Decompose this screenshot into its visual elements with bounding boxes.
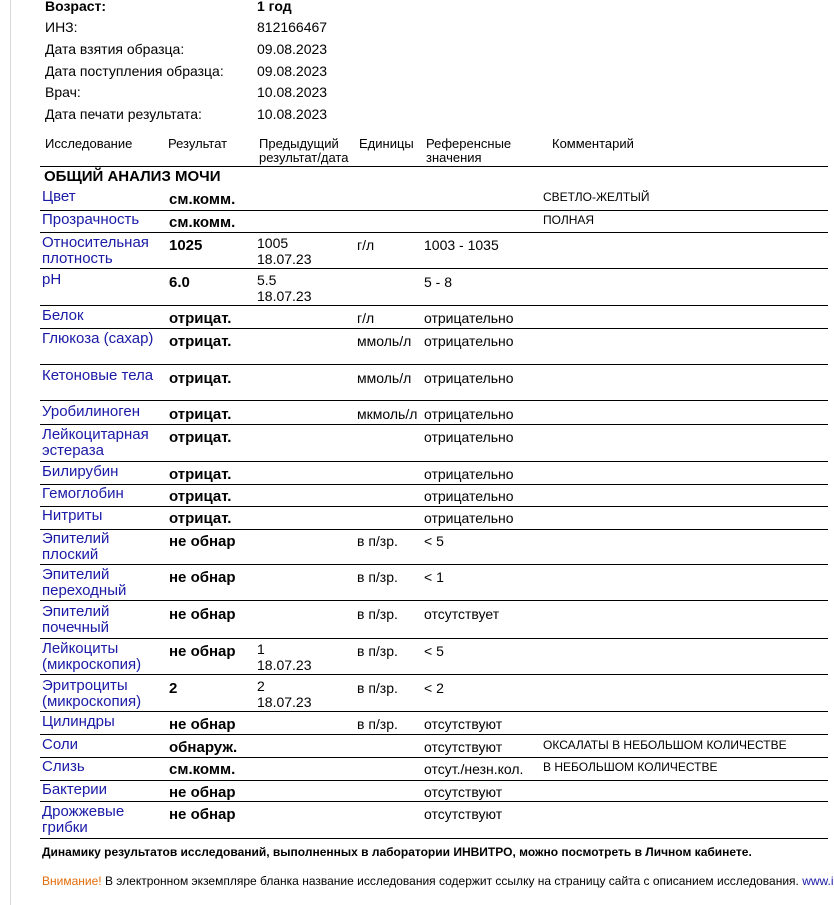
result-value: не обнар [169, 533, 236, 550]
reference-value: отсут./незн.кол. [424, 761, 524, 777]
reference-value: 5 - 8 [424, 274, 453, 290]
units-value: г/л [357, 237, 375, 253]
row-divider [40, 734, 828, 735]
reference-value: < 1 [424, 569, 444, 585]
print-date-label: Дата печати результата: [45, 106, 202, 122]
study-name-link[interactable]: Дрожжевые грибки [42, 803, 125, 836]
reference-value: отрицательно [424, 510, 514, 526]
study-name-link[interactable]: Эпителий плоский [42, 530, 110, 563]
row-divider [40, 506, 828, 507]
study-name-link[interactable]: pH [42, 271, 62, 288]
units-value: в п/зр. [357, 716, 398, 732]
reference-value: отрицательно [424, 466, 514, 482]
inz-label: ИНЗ: [45, 19, 78, 35]
units-value: ммоль/л [357, 370, 412, 386]
inz-value: 812166467 [257, 19, 328, 35]
reference-value: отсутствует [424, 606, 500, 622]
reference-value: отсутствуют [424, 739, 503, 755]
header-reference [426, 137, 511, 165]
previous-result-date: 18.07.23 [257, 251, 312, 267]
result-value: см.комм. [169, 214, 236, 231]
previous-result-date: 18.07.23 [257, 694, 312, 710]
previous-result: 1005 [257, 235, 289, 251]
row-divider [40, 484, 828, 485]
study-name-link[interactable]: Уробилиноген [42, 403, 141, 420]
row-divider [40, 424, 828, 425]
warning-text: В электронном экземпляре бланка название исследования содержит ссылку на страницу сайта с описанием исследования. [101, 874, 799, 888]
row-divider [40, 461, 828, 462]
result-value: не обнар [169, 606, 236, 623]
reference-value: отсутствуют [424, 716, 503, 732]
result-value: отрицат. [169, 333, 232, 350]
units-value: ммоль/л [357, 333, 412, 349]
reference-value: < 5 [424, 533, 444, 549]
study-name-link[interactable]: Слизь [42, 758, 85, 775]
units-value: в п/зр. [357, 643, 398, 659]
header-study: Исследование [45, 136, 133, 151]
result-value: 1025 [169, 237, 203, 254]
study-name-link[interactable]: Бактерии [42, 781, 108, 798]
row-divider [40, 780, 828, 781]
study-name-link[interactable]: Относительная плотность [42, 234, 149, 267]
row-divider [40, 564, 828, 565]
study-name-link[interactable]: Цилиндры [42, 713, 115, 730]
result-value: не обнар [169, 806, 236, 823]
study-name-link[interactable]: Прозрачность [42, 211, 140, 228]
dynamics-note: Динамику результатов исследований, выполненных в лаборатории ИНВИТРО, можно посмотреть в Личном кабинете. [42, 845, 752, 859]
site-link[interactable]: www.i [798, 874, 834, 888]
row-divider [40, 305, 828, 306]
study-name-link[interactable]: Лейкоциты (микроскопия) [42, 640, 142, 673]
units-value: в п/зр. [357, 533, 398, 549]
row-divider [40, 529, 828, 530]
study-name-link[interactable]: Билирубин [42, 463, 119, 480]
units-value: в п/зр. [357, 680, 398, 696]
comment-value: СВЕТЛО-ЖЕЛТЫЙ [543, 190, 650, 204]
row-divider [40, 364, 828, 365]
comment-value: ОКСАЛАТЫ В НЕБОЛЬШОМ КОЛИЧЕСТВЕ [543, 738, 787, 752]
left-margin-line [10, 0, 11, 905]
reference-value: отрицательно [424, 429, 514, 445]
study-name-link[interactable]: Гемоглобин [42, 485, 124, 502]
row-divider [40, 801, 828, 802]
comment-value: В НЕБОЛЬШОМ КОЛИЧЕСТВЕ [543, 760, 718, 774]
result-value: не обнар [169, 716, 236, 733]
result-value: отрицат. [169, 310, 232, 327]
previous-result: 2 [257, 678, 265, 694]
row-divider [40, 838, 828, 839]
units-value: мкмоль/л [357, 406, 418, 422]
header-previous-line1: Предыдущий [259, 136, 339, 151]
study-name-link[interactable]: Нитриты [42, 507, 103, 524]
row-divider [40, 328, 828, 329]
result-value: отрицат. [169, 466, 232, 483]
reference-value: отрицательно [424, 488, 514, 504]
header-previous [259, 137, 348, 165]
reference-value: отрицательно [424, 333, 514, 349]
result-value: отрицат. [169, 510, 232, 527]
result-value: не обнар [169, 643, 236, 660]
row-divider [40, 674, 828, 675]
result-value: см.комм. [169, 761, 236, 778]
result-value: обнаруж. [169, 739, 238, 756]
study-name-link[interactable]: Соли [42, 736, 78, 753]
header-comment: Комментарий [552, 136, 634, 151]
sample-date-value: 09.08.2023 [257, 41, 328, 57]
result-value: 2 [169, 680, 178, 697]
header-result: Результат [168, 136, 228, 151]
result-value: не обнар [169, 784, 236, 801]
row-divider [40, 400, 828, 401]
units-value: в п/зр. [357, 569, 398, 585]
previous-result: 1 [257, 641, 265, 657]
warning-line [42, 874, 834, 888]
receipt-date-value: 09.08.2023 [257, 63, 328, 79]
warning-label: Внимание! [42, 874, 102, 888]
reference-value: 1003 - 1035 [424, 237, 499, 253]
sample-date-label: Дата взятия образца: [45, 41, 185, 57]
doctor-label: Врач: [45, 84, 81, 100]
row-divider [40, 268, 828, 269]
doctor-value: 10.08.2023 [257, 84, 328, 100]
units-value: в п/зр. [357, 606, 398, 622]
header-rule [40, 166, 828, 167]
study-name-link[interactable]: Эритроциты (микроскопия) [42, 677, 142, 710]
previous-result: 5.5 [257, 272, 277, 288]
previous-result-date: 18.07.23 [257, 657, 312, 673]
age-label: Возраст: [45, 0, 107, 14]
row-divider [40, 757, 828, 758]
comment-value: ПОЛНАЯ [543, 213, 595, 227]
study-name-link[interactable]: Глюкоза (сахар) [42, 330, 154, 347]
print-date-value: 10.08.2023 [257, 106, 328, 122]
row-divider [40, 210, 828, 211]
reference-value: отсутствуют [424, 806, 503, 822]
reference-value: отрицательно [424, 370, 514, 386]
row-divider [40, 638, 828, 639]
header-reference-line1: Референсные [426, 136, 512, 151]
previous-result-date: 18.07.23 [257, 288, 312, 304]
result-value: отрицат. [169, 488, 232, 505]
result-value: 6.0 [169, 274, 190, 291]
reference-value: отрицательно [424, 310, 514, 326]
reference-value: < 5 [424, 643, 444, 659]
units-value: г/л [357, 310, 375, 326]
study-name-link[interactable]: Белок [42, 307, 84, 324]
reference-value: < 2 [424, 680, 444, 696]
receipt-date-label: Дата поступления образца: [45, 63, 224, 79]
result-value: отрицат. [169, 429, 232, 446]
study-name-link[interactable]: Эпителий переходный [42, 566, 127, 599]
header-previous-line2: результат/дата [259, 150, 349, 165]
study-name-link[interactable]: Эпителий почечный [42, 603, 110, 636]
reference-value: отсутствуют [424, 784, 503, 800]
row-divider [40, 600, 828, 601]
result-value: не обнар [169, 569, 236, 586]
result-value: отрицат. [169, 370, 232, 387]
result-value: отрицат. [169, 406, 232, 423]
section-title: ОБЩИЙ АНАЛИЗ МОЧИ [44, 168, 221, 185]
study-name-link[interactable]: Кетоновые тела [42, 367, 154, 384]
study-name-link[interactable]: Цвет [42, 188, 76, 205]
header-units: Единицы [359, 136, 414, 151]
row-divider [40, 711, 828, 712]
age-value: 1 год [257, 0, 292, 14]
header-reference-line2: значения [426, 150, 482, 165]
study-name-link[interactable]: Лейкоцитарная эстераза [42, 426, 149, 459]
reference-value: отрицательно [424, 406, 514, 422]
row-divider [40, 232, 828, 233]
result-value: см.комм. [169, 191, 236, 208]
